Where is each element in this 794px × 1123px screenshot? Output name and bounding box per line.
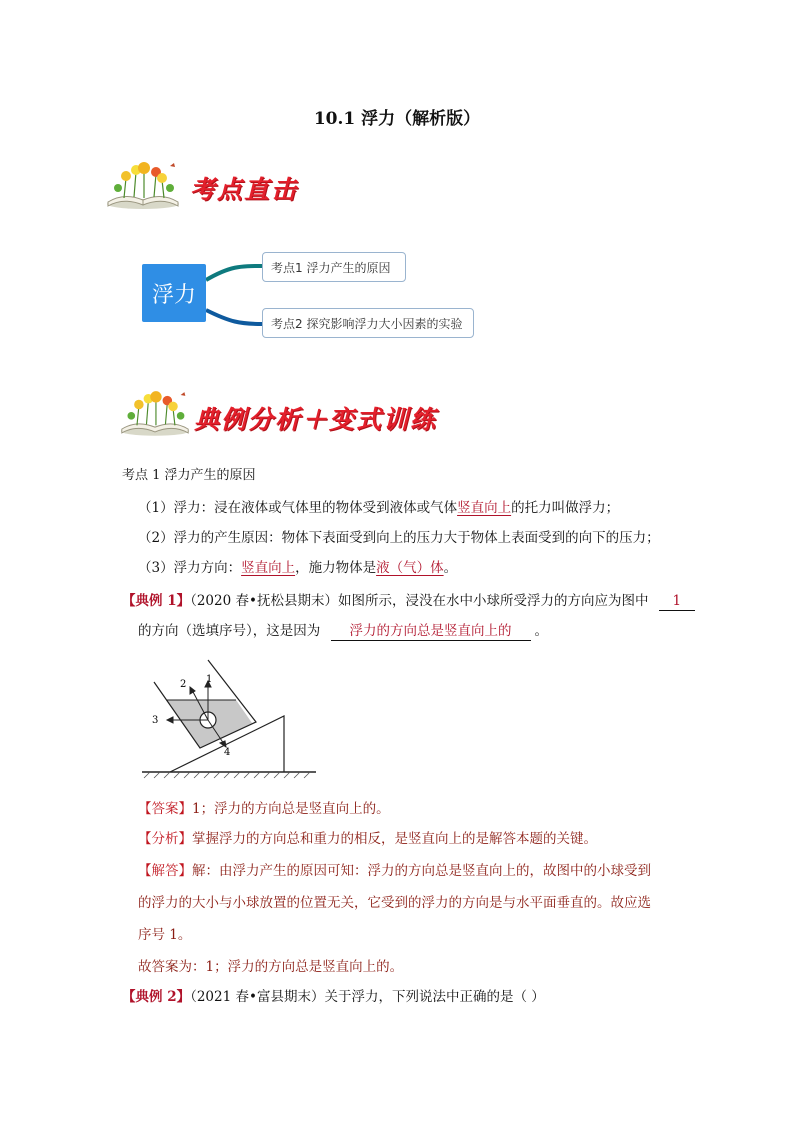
direction-label-2: 2 (180, 679, 187, 690)
open-book-flowers-icon (118, 388, 192, 438)
direction-label-3: 3 (152, 715, 159, 726)
point-3: （3）浮力方向：竖直向上，施力物体是液（气）体。 (138, 560, 458, 576)
banner-kaodian-text: 考点直击 (190, 175, 299, 204)
example2-question-line1: 【典例 2】（2021 春•富县期末）关于浮力，下列说法中正确的是（ ） (122, 989, 545, 1005)
final-answer-line: 故答案为：1；浮力的方向总是竖直向上的。 (138, 959, 404, 975)
open-book-flowers-icon (104, 160, 182, 210)
mindmap (140, 246, 480, 346)
point-1: （1）浮力：浸在液体或气体里的物体受到液体或气体竖直向上的托力叫做浮力； (138, 500, 620, 516)
example-tag: 【典例 1】 (122, 593, 191, 609)
example1-question-line1: 【典例 1】（2020 春•抚松县期末）如图所示，浸没在水中小球所受浮力的方向应为图中 1 (122, 591, 695, 611)
example-tag: 【典例 2】 (122, 989, 191, 1005)
banner-dianli-text: 典例分析＋变式训练 (194, 405, 438, 434)
key-term: 液（气）体 (376, 560, 444, 576)
mindmap-node-1: 考点1 浮力产生的原因 (262, 252, 406, 282)
answer-line: 【答案】1；浮力的方向总是竖直向上的。 (138, 801, 390, 817)
answer-label: 【答案】 (138, 801, 192, 817)
answer-blank-2: 浮力的方向总是竖直向上的 (331, 623, 531, 641)
answer-blank-1: 1 (659, 593, 695, 611)
key-term: 竖直向上 (457, 500, 512, 516)
direction-label-1: 1 (206, 674, 213, 685)
banner-kaodian (104, 160, 364, 212)
analysis-line: 【分析】掌握浮力的方向总和重力的相反，是竖直向上的是解答本题的关键。 (138, 831, 597, 847)
page-title: 10.1 浮力（解析版） (313, 109, 481, 129)
solution-line-3: 序号 1。 (138, 927, 192, 943)
mindmap-node-2: 考点2 探究影响浮力大小因素的实验 (262, 308, 474, 338)
example1-question-line2: 的方向（选填序号），这是因为 浮力的方向总是竖直向上的 。 (138, 623, 549, 639)
direction-label-4: 4 (224, 747, 231, 758)
solution-label: 【解答】 (138, 863, 192, 879)
mindmap-root: 浮力 (142, 264, 206, 322)
banner-dianli (118, 388, 478, 440)
solution-line-2: 的浮力的大小与小球放置的位置无关，它受到的浮力的方向是与水平面垂直的。故应选 (138, 895, 651, 911)
incline-container-figure (140, 656, 318, 780)
section-heading: 考点 1 浮力产生的原因 (122, 468, 256, 483)
solution-line-1: 【解答】解：由浮力产生的原因可知：浮力的方向总是竖直向上的，故图中的小球受到 (138, 863, 651, 879)
key-term: 竖直向上 (241, 560, 296, 576)
analysis-label: 【分析】 (138, 831, 192, 847)
point-2: （2）浮力的产生原因：物体下表面受到向上的压力大于物体上表面受到的向下的压力； (138, 530, 660, 546)
